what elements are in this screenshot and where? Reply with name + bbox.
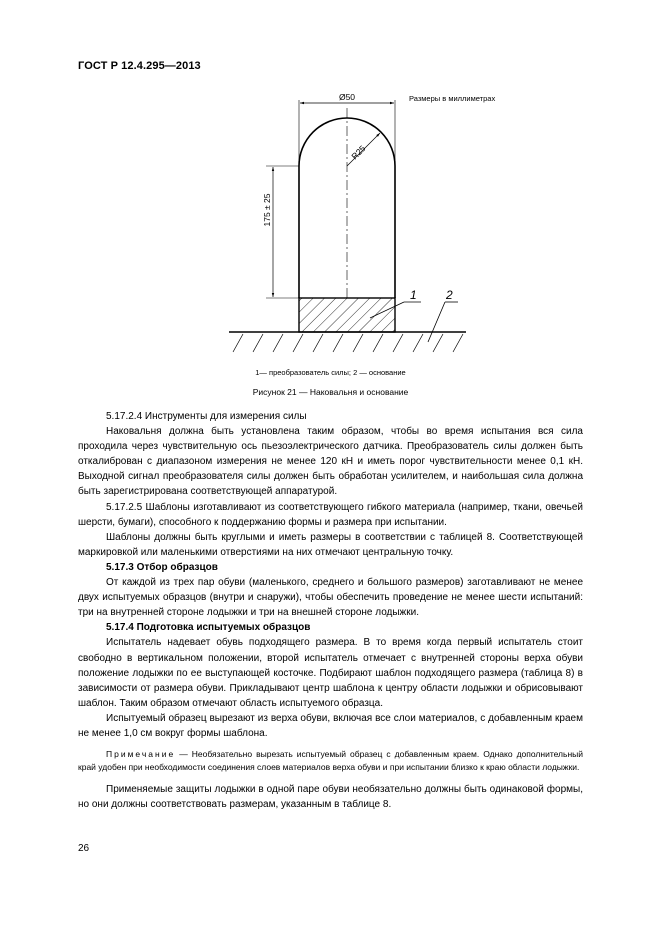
section-5-17-2-4-title: 5.17.2.4 Инструменты для измерения силы bbox=[106, 411, 307, 422]
figure-legend: 1— преобразователь силы; 2 — основание bbox=[255, 368, 406, 377]
document-header: ГОСТ Р 12.4.295—2013 bbox=[78, 60, 201, 72]
dim-diameter: Ø50 bbox=[338, 92, 356, 102]
page-number: 26 bbox=[78, 843, 90, 854]
paragraph: Испытуемый образец вырезают из верха обуви, включая все слои материалов, с добавленным краем не менее 1,0 см вокруг формы шаблона. bbox=[78, 712, 583, 739]
paragraph: Шаблоны должны быть круглыми и иметь размеры в соответствии с таблицей 8. Соответствующей маркировкой или маленькими отверстиями на них отмечают центральную точку. bbox=[78, 531, 583, 558]
dim-height: 175 ± 25 bbox=[262, 193, 272, 227]
figure-caption: Рисунок 21 — Наковальня и основание bbox=[252, 387, 409, 397]
callout-2: 2 bbox=[446, 288, 453, 302]
base-hatching bbox=[233, 334, 463, 352]
callout-1: 1 bbox=[410, 288, 417, 302]
section-5-17-3-heading: 5.17.3 Отбор образцов bbox=[106, 561, 218, 573]
dim-radius: R25 bbox=[349, 143, 368, 162]
note-label: Примечание bbox=[106, 749, 176, 760]
paragraph: Применяемые защиты лодыжки в одной паре обуви необязательно должны быть одинаковой формы, но они должны соответствовать размерам, указанным в таблице 8. bbox=[78, 784, 583, 811]
paragraph: Наковальня должна быть установлена таким образом, чтобы во время испытания вся сила проходила через чувствительную ось пьезоэлектрического датчика. Преобразователь силы должен быть откалиброван с диапазоном измерения не менее 120 кН и иметь порог чувствительности менее 0,1 кН. Выходной сигнал преобразователя силы должен быть обработан усилителем, и наибольшая сила должна быть зарегистрирована соответствующей аппаратурой. bbox=[78, 426, 583, 498]
units-note: Размеры в миллиметрах bbox=[409, 94, 496, 103]
paragraph: От каждой из трех пар обуви (маленького, среднего и большого размеров) заготавливают не менее двух испытуемых образцов (внутри и снаружи), чтобы обеспечить проведение не менее шести испытаний: три на внутренней стороне лодыжки и три на внешней стороне лодыжки. bbox=[78, 577, 583, 619]
note bbox=[78, 748, 583, 774]
force-transducer bbox=[299, 298, 395, 332]
anvil-figure bbox=[222, 88, 472, 360]
body-text bbox=[78, 409, 583, 812]
paragraph: Испытатель надевает обувь подходящего размера. В то время когда первый испытатель стоит свободно в вертикальном положении, второй испытатель отмечает с внутренней стороны верха обуви положение лодыжки по ее выступающей косточке. Подбирают шаблон подходящего размера (таблица 8) в зависимости от размера обуви. Прикладывают центр шаблона к центру области лодыжки и обрисовывают шаблон. Таким образом отмечают область испытуемого образца. bbox=[78, 637, 583, 709]
note-text: — Необязательно вырезать испытуемый образец с добавленным краем. Однако дополнительный край удобен при необходимости соединения слоев материалов верха обуви и при испытании близко к краю области лодыжки. bbox=[78, 749, 583, 773]
section-5-17-4-heading: 5.17.4 Подготовка испытуемых образцов bbox=[106, 622, 311, 634]
paragraph: 5.17.2.5 Шаблоны изготавливают из соответствующего гибкого материала (например, ткани, овечьей шерсти, бумаги), способного к поддержанию формы и размера при испытании. bbox=[78, 501, 583, 528]
callout-2-leader bbox=[428, 302, 445, 342]
